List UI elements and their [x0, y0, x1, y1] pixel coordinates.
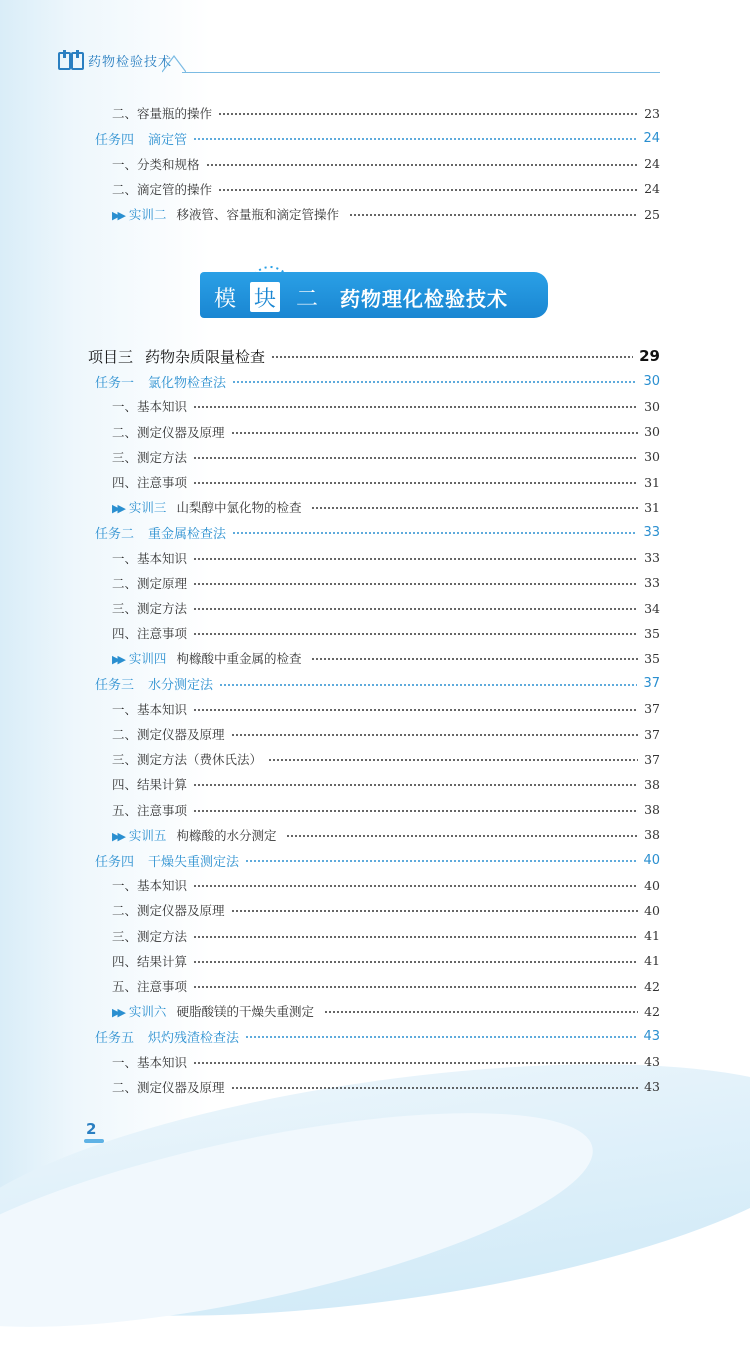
entry-title: 硬脂酸镁的干燥失重测定	[176, 1004, 314, 1020]
dot-leader	[349, 208, 638, 220]
toc-entry-label: 五、注意事项	[112, 802, 188, 818]
dot-leader	[193, 980, 638, 992]
toc-entry-label: 一、基本知识	[112, 399, 188, 415]
dot-leader	[218, 183, 638, 195]
page-ref: 24	[644, 181, 660, 197]
dot-leader	[193, 552, 638, 564]
training-tag: 实训五	[128, 827, 167, 843]
module-title: 药物理化检验技术	[340, 286, 508, 311]
module-char-1: 模	[213, 286, 236, 312]
page-ref: 42	[644, 978, 660, 994]
dot-leader	[271, 350, 633, 362]
toc-sub-row[interactable]	[112, 548, 660, 568]
page-ref: 33	[644, 575, 660, 591]
header-peak-decoration	[162, 52, 186, 74]
entry-title: 药物杂质限量检查	[145, 347, 266, 366]
toc-sub-row[interactable]	[112, 951, 660, 971]
toc-entry-label	[112, 826, 276, 844]
page-ref: 24	[643, 130, 660, 146]
entry-title: 移液管、容量瓶和滴定管操作	[176, 207, 339, 223]
page-ref: 40	[643, 852, 660, 868]
toc-sub-row[interactable]	[112, 396, 660, 416]
book-title: 药物检验技术	[88, 54, 173, 70]
toc-task-row[interactable]	[95, 1026, 660, 1046]
entry-title: 干燥失重测定法	[148, 854, 240, 870]
dot-leader	[193, 132, 637, 144]
toc-sub-row[interactable]	[112, 749, 660, 769]
dot-leader	[193, 476, 638, 488]
dot-leader	[193, 577, 638, 589]
page-ref: 42	[644, 1003, 660, 1019]
dot-leader	[193, 703, 638, 715]
toc-task-row[interactable]	[95, 850, 660, 870]
dot-leader	[193, 627, 638, 639]
book-logo-icon	[58, 49, 84, 71]
page-ref: 37	[643, 676, 660, 692]
page-ref: 43	[644, 1079, 660, 1095]
dot-leader	[268, 753, 638, 765]
page-ref: 35	[644, 650, 660, 666]
toc-entry-label: 二、测定仪器及原理	[112, 1079, 225, 1095]
dot-leader	[218, 107, 638, 119]
toc-entry-label	[95, 1027, 239, 1046]
module-banner	[200, 268, 548, 318]
page-ref: 30	[644, 424, 660, 440]
toc-sub-row[interactable]	[112, 447, 660, 467]
toc-entry-label	[95, 674, 213, 693]
entry-number: 任务二	[95, 526, 135, 542]
toc-train-row[interactable]	[112, 204, 660, 224]
page-ref: 30	[644, 398, 660, 414]
dot-leader	[193, 955, 638, 967]
toc-entry-label: 一、基本知识	[112, 1054, 188, 1070]
toc-train-row[interactable]	[112, 648, 660, 668]
toc-task-row[interactable]	[95, 674, 660, 694]
toc-entry-label: 四、结果计算	[112, 777, 188, 793]
dot-leader	[206, 158, 638, 170]
toc-sub-row[interactable]	[112, 179, 660, 199]
dot-leader	[232, 375, 637, 387]
toc-entry-label: 二、容量瓶的操作	[112, 106, 213, 121]
page-number-underline	[84, 1139, 104, 1143]
toc-sub-row[interactable]	[112, 800, 660, 820]
toc-entry-label: 四、注意事项	[112, 475, 188, 490]
toc-task-row[interactable]	[95, 522, 660, 542]
page-ref: 25	[644, 206, 660, 222]
toc-sub-row[interactable]	[112, 900, 660, 920]
toc-sub-row[interactable]	[112, 875, 660, 895]
toc-sub-row[interactable]	[112, 154, 660, 174]
toc-entry-label: 二、测定原理	[112, 575, 188, 591]
double-chevron-icon: ▶▶	[112, 209, 123, 223]
toc-sub-row[interactable]	[112, 1052, 660, 1072]
dot-leader	[245, 1030, 637, 1042]
double-chevron-icon: ▶▶	[112, 502, 123, 516]
dot-leader	[231, 1081, 638, 1093]
double-chevron-icon: ▶▶	[112, 1006, 123, 1020]
toc-entry-label	[95, 851, 239, 870]
toc-entry-label: 三、测定方法	[112, 928, 188, 944]
toc-train-row[interactable]	[112, 825, 660, 845]
toc-entry-label	[112, 1002, 314, 1020]
dot-leader	[231, 904, 638, 916]
toc-train-row[interactable]	[112, 1001, 660, 1021]
page-ref: 23	[644, 105, 660, 121]
page-ref: 35	[644, 625, 660, 641]
page-ref: 40	[644, 877, 660, 893]
entry-number: 项目三	[88, 347, 134, 366]
dot-leader	[311, 652, 638, 664]
toc-entry-label: 四、注意事项	[112, 626, 188, 642]
entry-number: 任务四	[95, 132, 135, 148]
toc-entry-label: 三、测定方法（费休氏法）	[112, 752, 263, 768]
page-ref: 38	[644, 802, 660, 818]
dot-leader	[324, 1005, 638, 1017]
dot-leader	[232, 526, 637, 538]
page-ref: 33	[643, 524, 660, 540]
toc-entry-label	[95, 523, 226, 542]
header-rule	[182, 72, 660, 73]
training-tag: 实训六	[128, 1004, 167, 1020]
toc-entry-label: 一、基本知识	[112, 550, 188, 566]
toc-train-row[interactable]	[112, 497, 660, 517]
entry-title: 炽灼残渣检查法	[148, 1030, 240, 1046]
dot-leader	[231, 728, 638, 740]
toc-entry-label	[112, 649, 301, 667]
toc-task-row[interactable]	[95, 371, 660, 391]
page-ref: 37	[644, 726, 660, 742]
entry-number: 任务三	[95, 678, 135, 694]
dot-leader	[193, 879, 638, 891]
dot-leader	[245, 854, 637, 866]
running-header	[58, 46, 172, 74]
dot-leader	[286, 829, 638, 841]
toc-sub-row[interactable]	[112, 103, 660, 123]
page-ref: 24	[644, 156, 660, 172]
toc-sub-row[interactable]	[112, 976, 660, 996]
toc-sub-row[interactable]	[112, 724, 660, 744]
dot-leader	[193, 930, 638, 942]
entry-title: 重金属检查法	[148, 526, 227, 542]
page-ref: 30	[644, 449, 660, 465]
page-ref: 30	[643, 373, 660, 389]
toc-entry-label	[95, 129, 187, 148]
double-chevron-icon: ▶▶	[112, 653, 123, 667]
dot-leader	[311, 501, 638, 513]
module-char-2: 块	[250, 282, 280, 312]
page-ref: 37	[644, 701, 660, 717]
toc-entry-label: 四、结果计算	[112, 953, 188, 969]
double-chevron-icon: ▶▶	[112, 829, 123, 843]
entry-title: 山梨醇中氯化物的检查	[176, 500, 302, 516]
entry-title: 枸橼酸中重金属的检查	[176, 651, 302, 667]
toc-entry-label: 二、测定仪器及原理	[112, 424, 225, 440]
toc-entry-label: 二、测定仪器及原理	[112, 727, 225, 742]
dot-leader	[231, 426, 638, 438]
dot-leader	[193, 400, 638, 412]
entry-number: 任务四	[95, 854, 135, 870]
page-ref: 31	[644, 499, 660, 515]
toc-entry-label: 三、测定方法	[112, 449, 188, 465]
page-ref: 43	[644, 1054, 660, 1070]
training-tag: 实训二	[128, 207, 167, 223]
page-ref: 38	[644, 827, 660, 843]
page-ref: 29	[639, 347, 660, 365]
toc-entry-label: 三、测定方法	[112, 601, 188, 616]
dot-leader	[193, 602, 638, 614]
page-ref: 37	[644, 751, 660, 767]
toc-sub-row[interactable]	[112, 598, 660, 618]
page-ref: 38	[644, 776, 660, 792]
toc-entry-label	[112, 498, 301, 516]
dot-leader	[219, 678, 637, 690]
page-ref: 43	[643, 1028, 660, 1044]
page-ref: 41	[644, 953, 660, 969]
dot-leader	[193, 451, 638, 463]
toc-entry-label: 一、分类和规格	[112, 156, 200, 172]
toc-sub-row[interactable]	[112, 623, 660, 643]
entry-title: 水分测定法	[148, 678, 214, 694]
training-tag: 实训三	[128, 500, 167, 516]
dot-leader	[193, 1056, 638, 1068]
toc-sub-row[interactable]	[112, 422, 660, 442]
dot-leader	[193, 804, 638, 816]
page-ref: 40	[644, 902, 660, 918]
entry-title: 枸橼酸的水分测定	[176, 827, 277, 843]
dot-leader	[193, 778, 638, 790]
toc-sub-row[interactable]	[112, 926, 660, 946]
page-number: 2	[86, 1120, 97, 1138]
toc-sub-row[interactable]	[112, 472, 660, 492]
entry-title: 滴定管	[148, 132, 188, 148]
toc-project-row[interactable]	[88, 346, 660, 366]
page-ref: 34	[644, 600, 660, 616]
training-tag: 实训四	[128, 651, 167, 667]
toc-task-row[interactable]	[95, 128, 660, 148]
toc-sub-row[interactable]	[112, 1077, 660, 1097]
page-ref: 33	[644, 550, 660, 566]
toc-entry-label: 二、滴定管的操作	[112, 181, 213, 197]
toc-sub-row[interactable]	[112, 699, 660, 719]
page-ref: 31	[644, 474, 660, 490]
toc-entry-label	[95, 372, 226, 391]
toc-sub-row[interactable]	[112, 774, 660, 794]
module-char-3: 二	[295, 286, 318, 312]
entry-title: 氯化物检查法	[148, 375, 227, 391]
toc-sub-row[interactable]	[112, 573, 660, 593]
toc-entry-label: 二、测定仪器及原理	[112, 903, 225, 919]
page-ref: 41	[644, 928, 660, 944]
toc-entry-label	[88, 346, 265, 367]
toc-entry-label	[112, 205, 339, 223]
toc-entry-label: 一、基本知识	[112, 878, 188, 894]
entry-number: 任务五	[95, 1030, 135, 1046]
entry-number: 任务一	[95, 375, 135, 391]
toc-entry-label: 一、基本知识	[112, 701, 188, 717]
toc-entry-label: 五、注意事项	[112, 979, 188, 994]
